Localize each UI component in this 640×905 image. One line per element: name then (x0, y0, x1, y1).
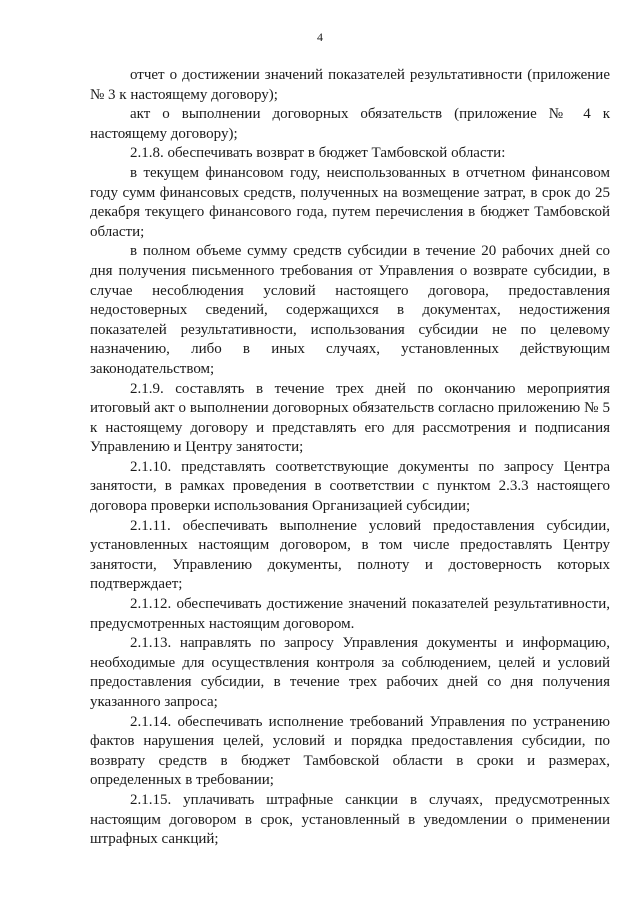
paragraph-2-1-15: 2.1.15. уплачивать штрафные санкции в случаях, предусмотренных настоящим договором в срок, установленный в уведомлении о применении штрафных санкций; (90, 791, 610, 848)
paragraph-2-1-8: 2.1.8. обеспечивать возврат в бюджет Тамбовской области: (130, 145, 506, 162)
document-body (90, 66, 610, 850)
paragraph-current-year-return: в текущем финансовом году, неиспользованных в отчетном финансовом году сумм финансовых средств, полученных на возмещение затрат, в срок до 25 декабря текущего финансового года, путем перечисления в бюджет Тамбовской области; (90, 164, 610, 240)
paragraph-full-subsidy-return: в полном объеме сумму средств субсидии в течение 20 рабочих дней со дня получения письменного требования от Управления о возврате субсидии, в случае несоблюдения условий настоящего договора, предоставления недостоверных сведений, содержащихся в документах, недостижения показателей результативности, использования субсидии не по целевому назначению, либо в иных случаях, установленных действующим законодательством; (90, 243, 610, 377)
paragraph-act-appendix-4: акт о выполнении договорных обязательств (приложение № 4 к настоящему договору); (90, 106, 610, 142)
paragraph-2-1-9: 2.1.9. составлять в течение трех дней по окончанию мероприятия итоговый акт о выполнении договорных обязательств согласно приложению № 5 к настоящему договору и представлять его для рассмотрения и подписания Управлению и Центру занятости; (90, 380, 610, 456)
paragraph-2-1-13: 2.1.13. направлять по запросу Управления документы и информацию, необходимые для осуществления контроля за соблюдением, целей и условий предоставления субсидии, в течение трех рабочих дней со дня получения указанного запроса; (90, 635, 610, 710)
paragraph-2-1-11: 2.1.11. обеспечивать выполнение условий предоставления субсидии, установленных настоящим договором, в том числе предоставлять Центру занятости, Управлению документы, полноту и достоверность которых подтверждает; (90, 517, 610, 593)
paragraph-2-1-12: 2.1.12. обеспечивать достижение значений показателей результативности, предусмотренных настоящим договором. (90, 596, 610, 632)
paragraph-report-appendix-3: отчет о достижении значений показателей результативности (приложение № 3 к настоящему договору); (90, 67, 610, 103)
paragraph-2-1-10: 2.1.10. представлять соответствующие документы по запросу Центра занятости, в рамках проведения в соответствии с пунктом 2.3.3 настоящего договора проверки использования Организацией субсидии; (90, 458, 610, 515)
paragraph-2-1-14: 2.1.14. обеспечивать исполнение требований Управления по устранению фактов нарушения целей, условий и порядка предоставления субсидии, по возврату средств в бюджет Тамбовской области в сроки и размерах, определенных в требовании; (90, 713, 610, 789)
page-number: 4 (317, 30, 323, 44)
